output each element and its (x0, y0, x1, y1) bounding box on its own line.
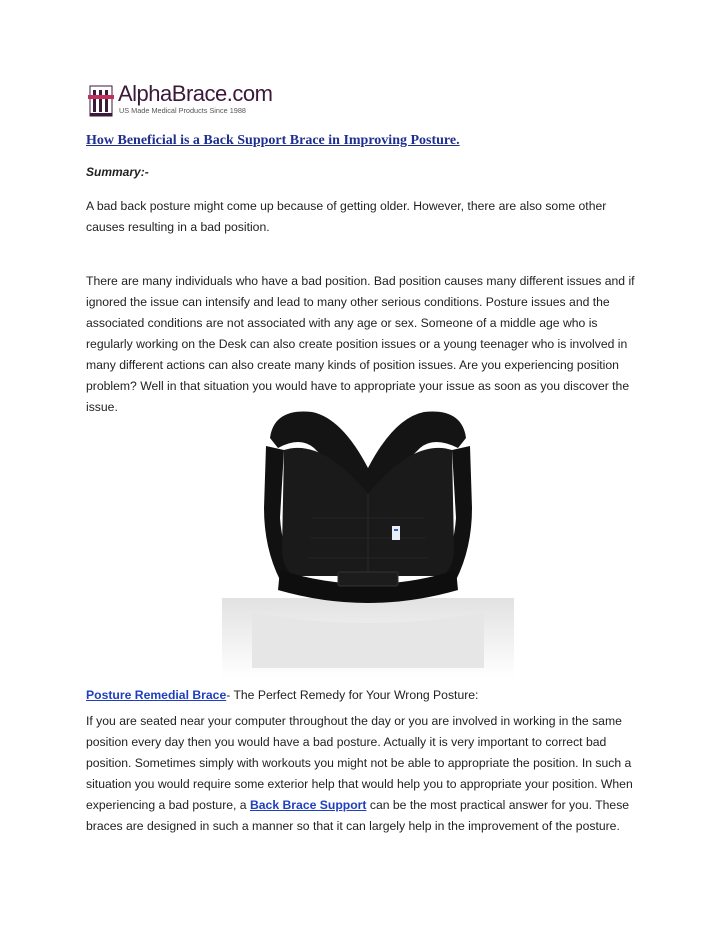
article-title[interactable]: How Beneficial is a Back Support Brace in Improving Posture. (86, 133, 460, 148)
section-subheading (86, 688, 478, 702)
subheading-text: - The Perfect Remedy for Your Wrong Posture: (226, 688, 479, 702)
posture-remedial-brace-link[interactable]: Posture Remedial Brace (86, 688, 227, 702)
brand-name: AlphaBrace.com (118, 81, 273, 106)
posture-brace-image (222, 398, 514, 678)
body-paragraph: There are many individuals who have a bad position. Bad position causes many different issues and if ignored the issue can intensify and lead to many other serious conditions. Posture issues and the associated conditions are not associated with any age or sex. Someone of a middle age who is regularly working on the Desk can also create position issues or a young teenager who is involved in many different actions can also create many kinds of position issues. Are you experiencing position problem? Well in that situation you would have to appropriate your issue as soon as you discover the issue. (86, 274, 635, 414)
closing-text-start: If you are seated near your computer throughout the day or you are involved in working in the same position every day then you would have a bad posture. Actually it is very important to correct bad position. Sometimes simply with workouts you might not be able to appropriate the position. In such a situation you would require some exterior help that would help you to appropriate your position. When experiencing a bad posture, a (86, 714, 633, 812)
logo-pillar-icon (88, 84, 114, 118)
back-brace-support-link[interactable]: Back Brace Support (249, 798, 367, 812)
intro-paragraph: A bad back posture might come up because of getting older. However, there are also some other causes resulting in a bad position. (86, 199, 607, 234)
closing-text-end: can be the most practical answer for you. These braces are designed in such a manner so that it can largely help in the improvement of the posture. (86, 798, 630, 833)
closing-paragraph (86, 711, 646, 837)
brand-logo[interactable] (88, 82, 288, 122)
brace-illustration (222, 398, 514, 678)
brand-tagline: US Made Medical Products Since 1988 (119, 106, 246, 115)
summary-label: Summary:- (86, 165, 149, 179)
